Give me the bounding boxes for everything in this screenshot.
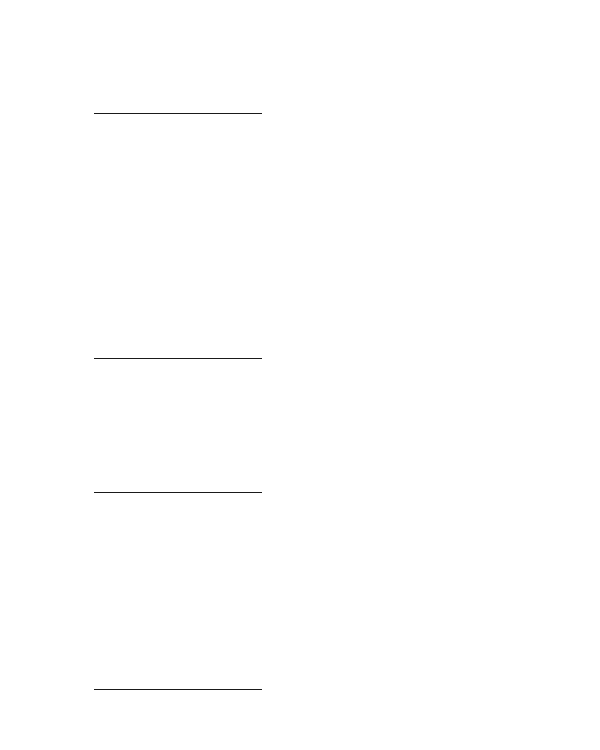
answer-line-q5[interactable] [88,679,308,695]
answer-field[interactable] [94,679,262,690]
answer-field[interactable] [94,482,262,493]
answer-field[interactable] [94,103,262,114]
answer-field[interactable] [94,348,262,359]
answer-line-q4[interactable] [88,482,308,498]
answer-line-q3[interactable] [88,348,308,364]
answer-line-q2[interactable] [88,103,308,119]
